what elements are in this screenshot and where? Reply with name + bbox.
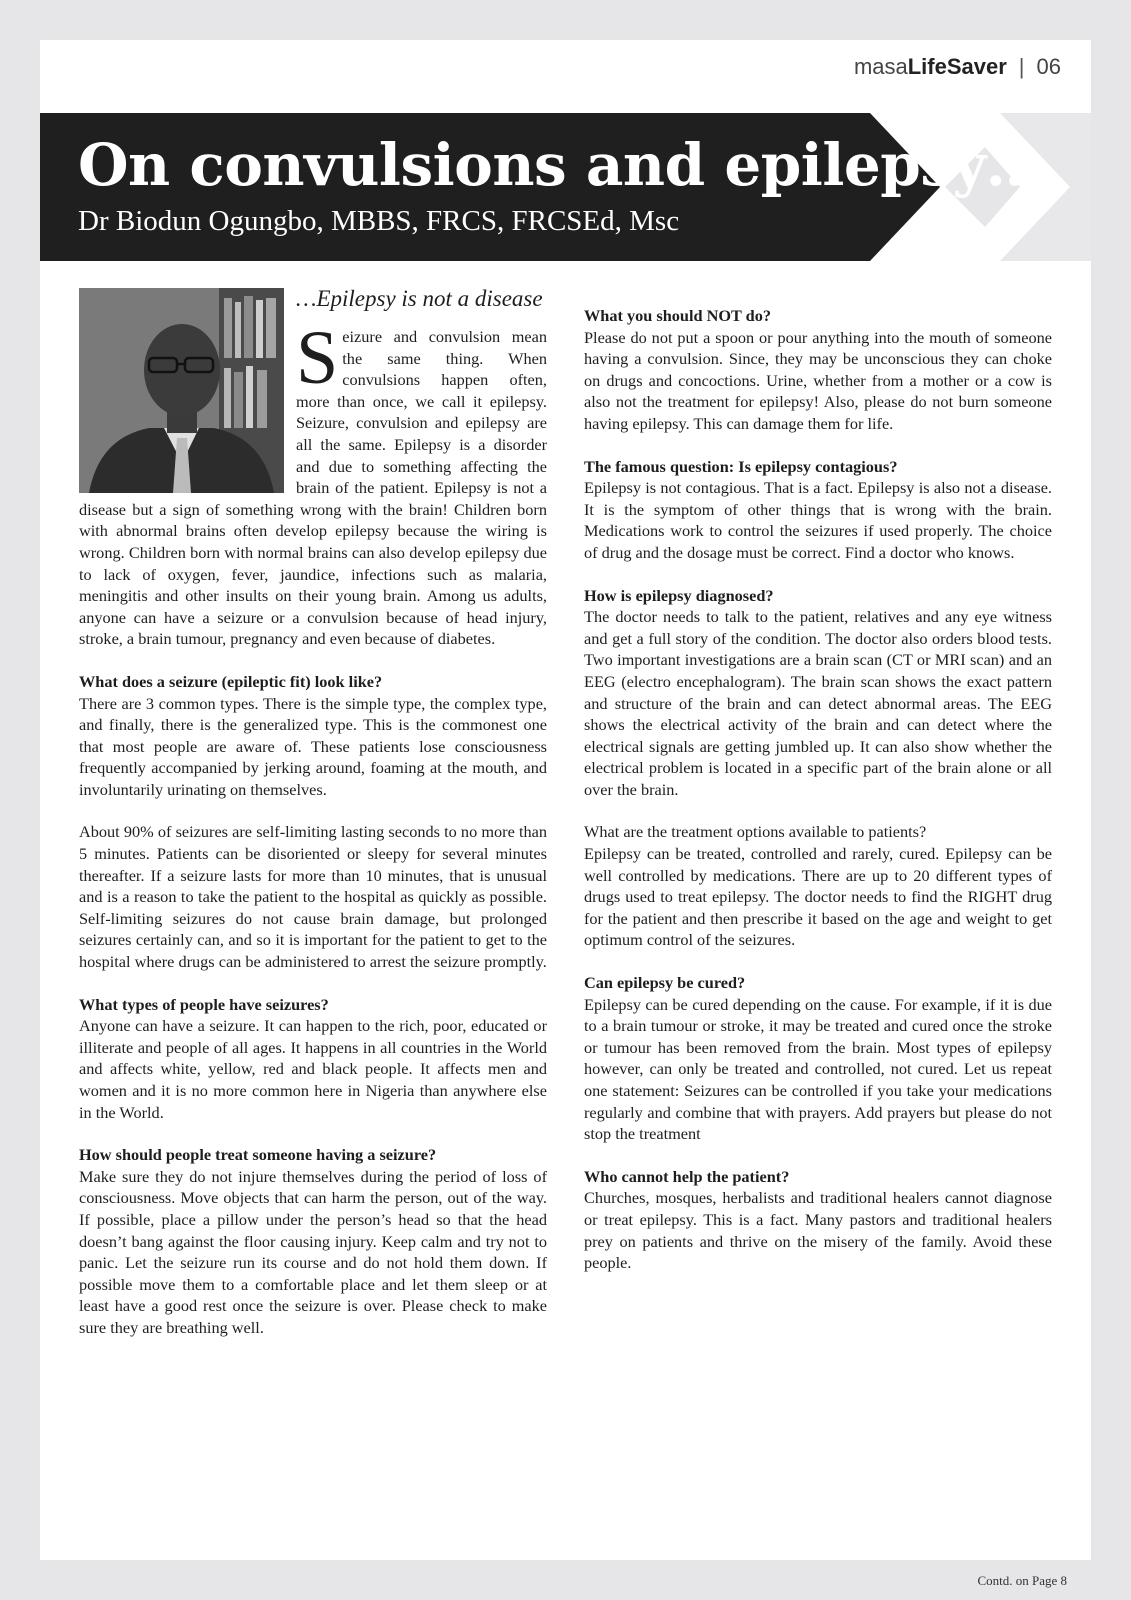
publication-brand bbox=[854, 54, 1061, 80]
section-text-who-cannot-help: Churches, mosques, herbalists and traditional healers cannot diagnose or treat epilepsy. This is a fact. Many pastors and traditional healers prey on patients and thrive on the misery of the family. Avoid these people. bbox=[584, 1188, 1052, 1273]
brand-name: LifeSaver bbox=[907, 54, 1007, 79]
section-text-contagious: Epilepsy is not contagious. That is a fact. Epilepsy is also not a disease. It is the symptom of other things that is wrong with the brain. Medications work to control the seizures if used properly. The choice of drug and the dosage must be correct. Find a doctor who knows. bbox=[584, 478, 1052, 562]
brand-prefix: masa bbox=[853, 54, 908, 79]
section-heading-contagious: The famous question: Is epilepsy contagious? bbox=[584, 456, 898, 476]
section-text-treatment-options: Epilepsy can be treated, controlled and rarely, cured. Epilepsy can be well controlled by medications. There are up to 20 different types of drugs used to treat epilepsy. The doctor needs to find the RIGHT drug for the patient and then prescribe it based on the age and weight to get optimum control of the seizures. bbox=[584, 844, 1052, 950]
section-text-seizure-duration: About 90% of seizures are self-limiting lasting seconds to no more than 5 minutes. Patients can be disoriented or sleepy for several minutes thereafter. If a seizure lasts for more than 10 minutes, that is unusual and is a reason to take the patient to the hospital as quickly as possible. Self-limiting seizures do not cause brain damage, but prolonged seizures certainly can, and so it is important for the patient to get to the hospital where drugs can be administered to arrest the seizure promptly. bbox=[79, 822, 547, 972]
page-number: 06 bbox=[1036, 54, 1061, 79]
section-heading-who-has-seizures: What types of people have seizures? bbox=[79, 994, 329, 1014]
drop-cap: S bbox=[296, 316, 339, 400]
left-column bbox=[79, 286, 547, 1360]
section-text-what-not-to-do: Please do not put a spoon or pour anything into the mouth of someone having a convulsion. Since, they may be unconscious they can choke on drugs and concoctions. Urine, whether from a mother or a cow is also not the treatment for epilepsy! Also, please do not burn someone having epilepsy. This can damage them for life. bbox=[584, 327, 1052, 433]
section-heading-what-not-to-do: What you should NOT do? bbox=[584, 306, 772, 325]
section-heading-who-cannot-help: Who cannot help the patient? bbox=[584, 1166, 790, 1186]
pull-quote: …Epilepsy is not a disease bbox=[296, 286, 543, 311]
section-heading-treatment-options: What are the treatment options available to patients? bbox=[584, 822, 927, 842]
brand-separator: | bbox=[1018, 54, 1025, 79]
section-text-diagnosis: The doctor needs to talk to the patient, relatives and any eye witness and get a full story of the condition. The doctor also orders blood tests. Two important investigations are a brain scan (CT or MRI scan) and an EEG (electro encephalogram). The brain scan shows the exact pattern and structure of the brain and can detect abnormal areas. The EEG shows the electrical activity of the brain and can detect where the electrical signals are getting jumbled up. It can also show whether the electrical problem is located in a specific part of the brain alone or all over the brain. bbox=[584, 607, 1052, 799]
article-author: Dr Biodun Ogungbo, MBBS, FRCS, FRCSEd, Msc bbox=[78, 205, 680, 237]
author-photo bbox=[79, 288, 284, 493]
section-heading-diagnosis: How is epilepsy diagnosed? bbox=[584, 585, 774, 605]
right-column bbox=[584, 305, 1052, 1295]
section-text-cure: Epilepsy can be cured depending on the cause. For example, if it is due to a brain tumour or stroke, it may be treated and cured once the stroke or tumour has been removed from the brain. Most types of epilepsy however, can only be treated and controlled, not cured. Let us repeat one statement: Seizures can be controlled if you take your medications regularly and combine that with prayers. Add prayers but please do not stop the treatment bbox=[584, 994, 1052, 1144]
title-banner bbox=[40, 113, 1091, 263]
article-title: On convulsions and epilepsy… bbox=[78, 131, 1044, 199]
continued-note: Contd. on Page 8 bbox=[977, 1573, 1067, 1588]
section-heading-treat-seizure: How should people treat someone having a seizure? bbox=[79, 1145, 437, 1165]
intro-text: eizure and convulsion mean the same thing. When convulsions happen often, more than once, we call it epilepsy. Seizure, convulsion and epilepsy are all the same. Epilepsy is a disorder and due to something affecting the brain of the patient. Epilepsy is not a disease but a sign of something wrong with the brain! Children born with abnormal brains often develop epilepsy because the wiring is wrong. Children born with normal brains can also develop epilepsy due to lack of oxygen, fever, jaundice, infections such as malaria, meningitis and other insults on their young brain. Among us adults, anyone can have a seizure or a convulsion because of head injury, stroke, a brain tumour, pregnancy and even because of diabetes. bbox=[79, 327, 547, 649]
section-heading-seizure-look: What does a seizure (epileptic fit) look like? bbox=[79, 671, 383, 691]
section-text-treat-seizure: Make sure they do not injure themselves during the period of loss of consciousness. Move objects that can harm the person, out of the way. If possible, place a pillow under the person’s head so that the head doesn’t bang against the floor causing injury. Keep calm and try not to panic. Let the seizure run its course and do not hold them down. If possible move them to a comfortable place and let them sleep or at least have a good rest once the seizure is over. Please check to make sure they are breathing well. bbox=[79, 1166, 547, 1337]
section-text-seizure-look: There are 3 common types. There is the simple type, the complex type, and finally, there is the generalized type. This is the commonest one that most people are aware of. These patients lose consciousness frequently accompanied by jerking around, foaming at the mouth, and involuntarily urinating on themselves. bbox=[79, 693, 547, 799]
section-heading-cure: Can epilepsy be cured? bbox=[584, 973, 746, 993]
section-text-who-has-seizures: Anyone can have a seizure. It can happen to the rich, poor, educated or illiterate and people of all ages. It happens in all countries in the World and affects white, yellow, red and black people. It affects men and women and it is no more common here in Nigeria than anywhere else in the World. bbox=[79, 1016, 547, 1122]
